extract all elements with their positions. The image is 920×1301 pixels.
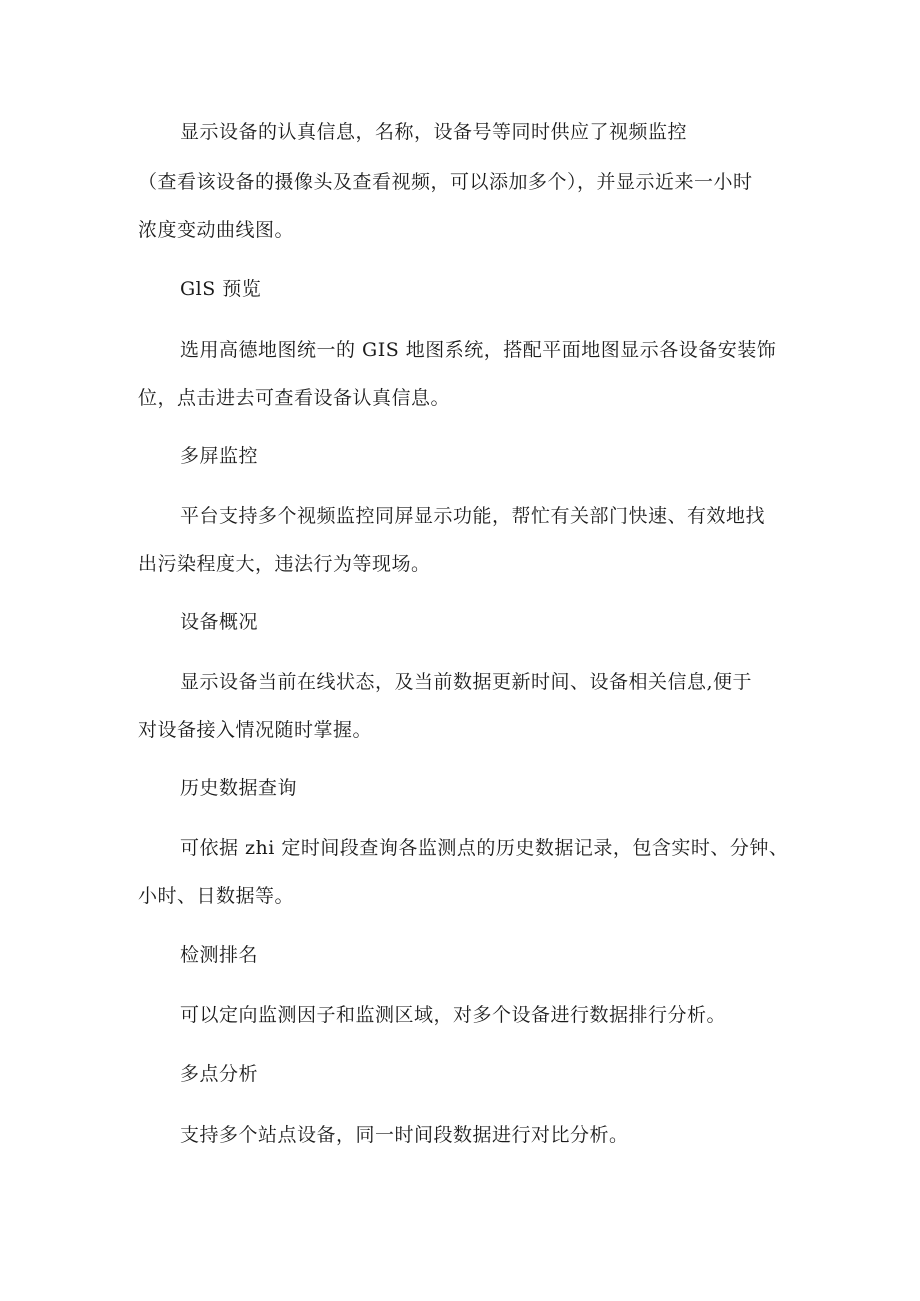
- intro-line-3: 浓度变动曲线图。: [138, 219, 295, 241]
- history-line-2: 小时、日数据等。: [138, 885, 295, 907]
- overview-line-1: 显示设备当前在线状态，及当前数据更新时间、设备相关信息,便于: [180, 671, 753, 693]
- multipoint-line-1: 支持多个站点设备，同一时间段数据进行对比分析。: [180, 1124, 629, 1146]
- multiscreen-line-1: 平台支持多个视频监控同屏显示功能，帮忙有关部门快速、有效地找: [180, 505, 766, 527]
- ranking-line-1: 可以定向监测因子和监测区域，对多个设备进行数据排行分析。: [180, 1004, 727, 1026]
- overview-heading: 设备概况: [180, 611, 259, 633]
- gis-line-1: 选用高德地图统一的 GIS 地图系统，搭配平面地图显示各设备安装饰: [180, 339, 777, 361]
- overview-line-2: 对设备接入情况随时掌握。: [138, 719, 373, 741]
- multiscreen-line-2: 出污染程度大，违法行为等现场。: [138, 553, 431, 575]
- gis-heading: GlS 预览: [180, 278, 262, 300]
- history-heading: 历史数据查询: [180, 777, 298, 799]
- gis-line-2: 位，点击进去可查看设备认真信息。: [138, 387, 451, 409]
- multiscreen-heading: 多屏监控: [180, 445, 259, 467]
- intro-line-1: 显示设备的认真信息，名称，设备号等同时供应了视频监控: [180, 121, 688, 143]
- multipoint-heading: 多点分析: [180, 1063, 259, 1085]
- ranking-heading: 检测排名: [180, 944, 259, 966]
- history-line-1: 可依据 zhi 定时间段查询各监测点的历史数据记录，包含实时、分钟、: [180, 837, 789, 859]
- intro-line-2: （查看该设备的摄像头及查看视频，可以添加多个），并显示近来一小时: [138, 171, 753, 193]
